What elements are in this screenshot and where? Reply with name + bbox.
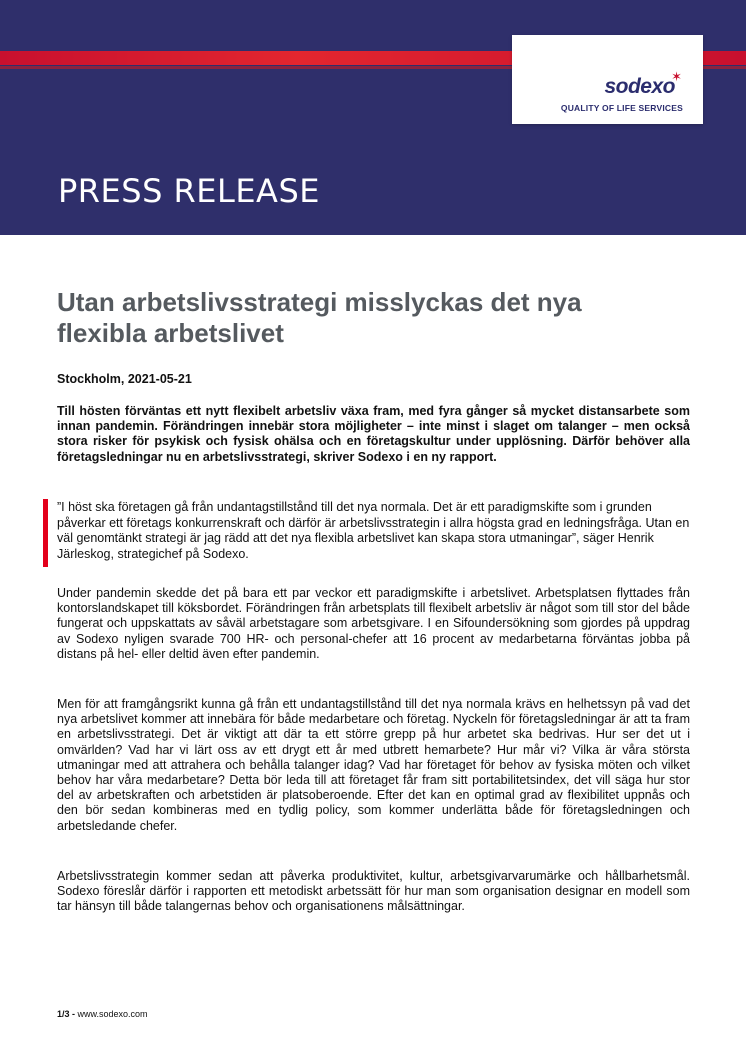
quote-accent-bar bbox=[43, 499, 48, 567]
press-release-title: PRESS RELEASE bbox=[58, 172, 320, 210]
logo-star-icon: ✶ bbox=[671, 69, 682, 84]
article-dateline: Stockholm, 2021-05-21 bbox=[57, 372, 192, 386]
body-paragraph: Under pandemin skedde det på bara ett par veckor ett paradigmskifte i arbetslivet. Arbetsplatsen flyttades från kontorslandskapet till köksbordet. Förändringen från arbetsplats till flexibelt arbetsliv är något som till stor del både fungerat och uppskattats av såväl arbetstagare som arbetsgivare. I en Sifoundersökning som gjordes på uppdrag av Sodexo nyligen svarade 700 HR- och personal-chefer att 16 procent av medarbetarna förväntas jobba på distans på hel- eller deltid även efter pandemin. bbox=[57, 586, 690, 661]
sodexo-logo[interactable] bbox=[512, 35, 703, 124]
article-quote: ”I höst ska företagen gå från undantagstillstånd till det nya normala. Det är ett paradigmskifte som i grunden påverkar ett företags konkurrenskraft och därför är arbetslivsstrategin i allra högsta grad en ledningsfråga. Utan en väl genomtänkt strategi är jag rädd att det nya flexibla arbetslivet kan skapa stora utmaningar”, säger Henrik Järleskog, strategichef på Sodexo. bbox=[57, 500, 690, 561]
logo-tagline: QUALITY OF LIFE SERVICES bbox=[560, 103, 683, 113]
logo-wordmark: sodexo bbox=[604, 75, 675, 98]
body-paragraph: Men för att framgångsrikt kunna gå från ett undantagstillstånd till det nya normala krävs en helhetssyn på vad det nya arbetslivet kommer att innebära för både medarbetare och företag. Nyckeln för företagsledningar är att ta fram en arbetslivsstrategi. Det är viktigt att där ta ett större grepp på hur arbetet ska bedrivas. Hur ser det ut i omvärlden? Vad har vi lärt oss av ett drygt ett år med utbrett hemarbete? Hur mår vi? Vilka är våra största utmaningar med att attrahera och behålla talanger idag? Vad har företaget för behov av fysiska möten och vilket behov har våra medarbetare? Detta bör leda till att företaget får fram sitt portabilitetsindex, det vill säga hur stor del av arbetskraften och arbetstiden är platsoberoende. Efter det kan en optimal grad av flexibilitet uppnås och den bör sedan kombineras med en tydlig policy, som kommer underlätta både för företagsledningen och arbetsledande chefer. bbox=[57, 697, 690, 833]
page-number: 1/3 - bbox=[57, 1009, 76, 1019]
article-lead: Till hösten förväntas ett nytt flexibelt arbetsliv växa fram, med fyra gånger så mycket distansarbete som innan pandemin. Förändringen innebär stora möjligheter – inte minst i slaget om talanger – men också stora risker för psykisk och fysisk ohälsa och en företagskultur under upplösning. Därför behöver alla företagsledningar nu en arbetslivsstrategi, skriver Sodexo i en ny rapport. bbox=[57, 404, 690, 464]
body-paragraph: Arbetslivsstrategin kommer sedan att påverka produktivitet, kultur, arbetsgivarvarumärke och hållbarhetsmål. Sodexo föreslår därför i rapporten ett metodiskt arbetssätt för hur man som organisation designar en modell som tar hänsyn till både talangernas behov och organisationens målsättningar. bbox=[57, 869, 690, 914]
page-footer bbox=[57, 1009, 148, 1019]
article-headline: Utan arbetslivsstrategi misslyckas det nya flexibla arbetslivet bbox=[57, 287, 582, 348]
footer-link[interactable]: www.sodexo.com bbox=[77, 1009, 148, 1019]
